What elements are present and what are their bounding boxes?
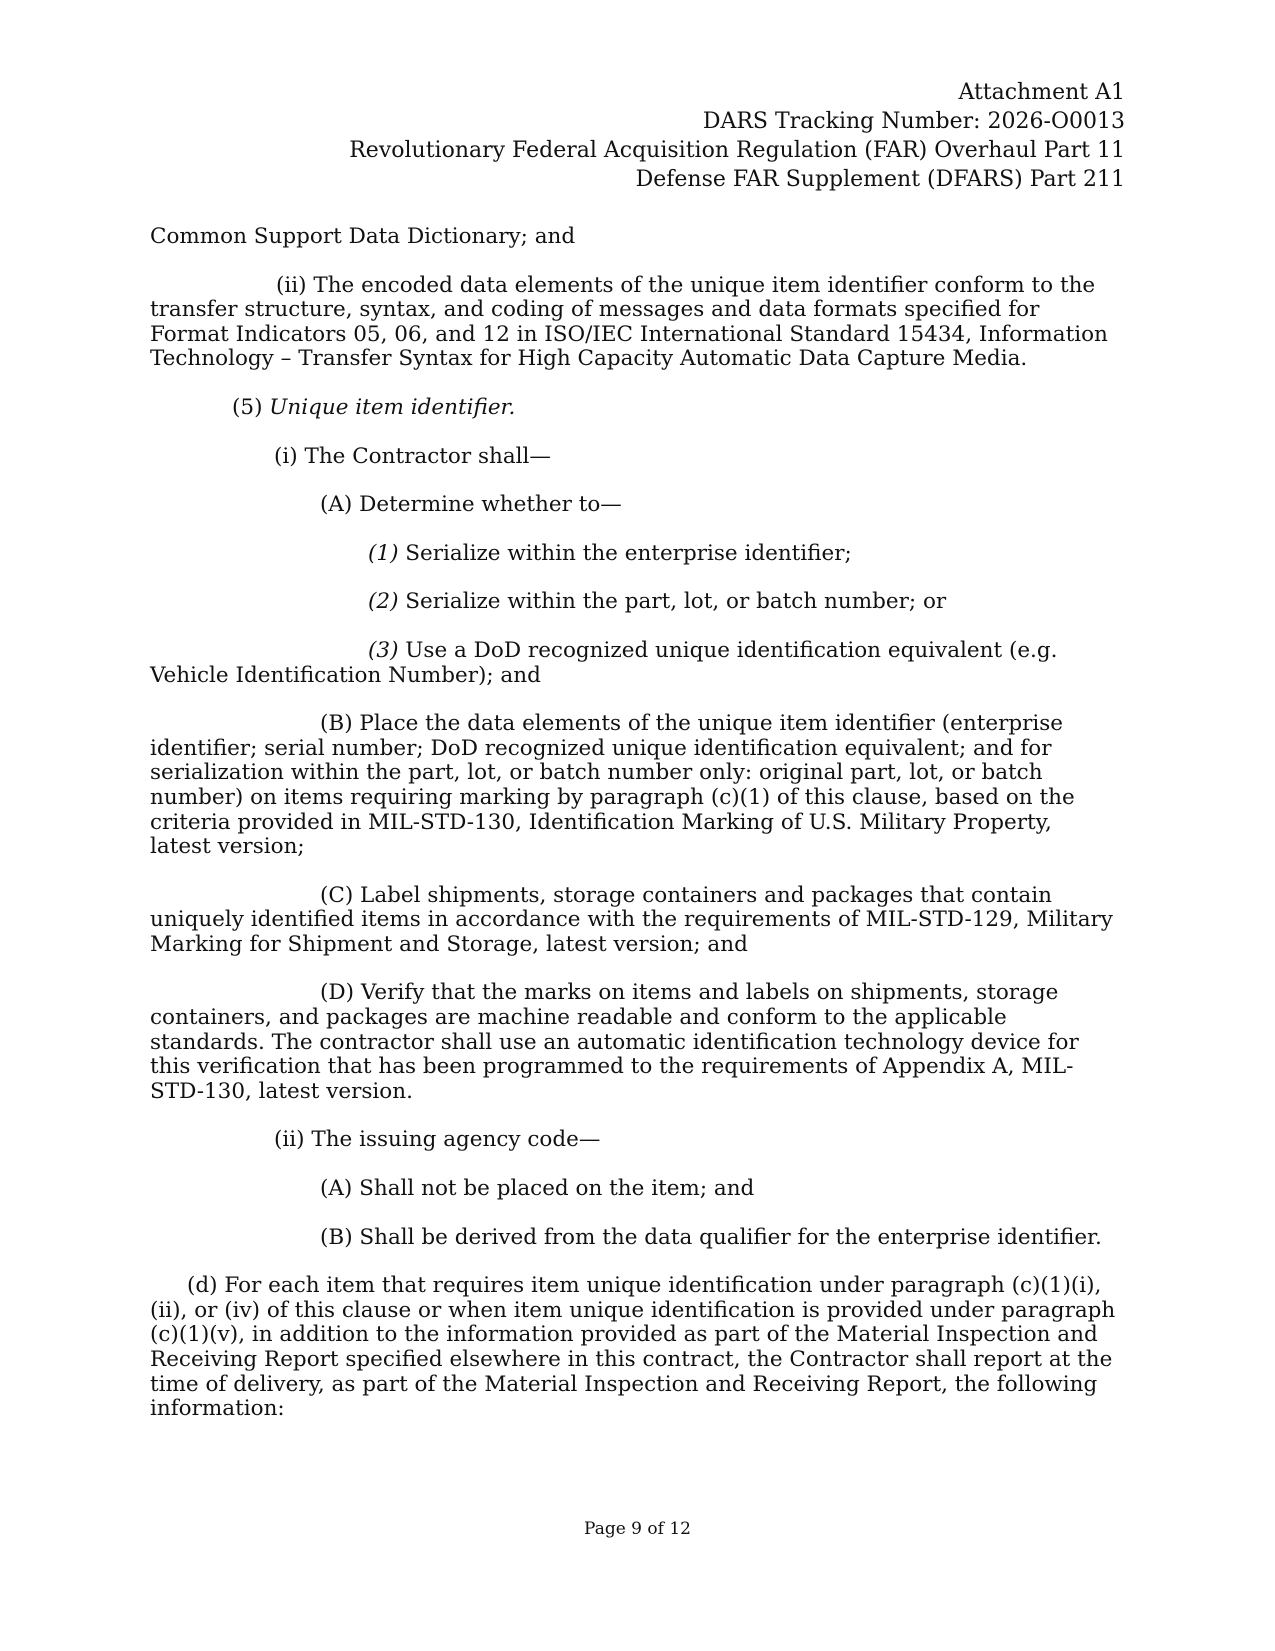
paragraph-c5-i: (i) The Contractor shall— [274, 443, 551, 469]
paragraph-c5-i-C: (C) Label shipments, storage containers and packages that contain uniquely identified items in accordance with the requirements of MIL-STD-129, Military Marking for Shipment and Storage, latest version; and [150, 882, 1113, 957]
paragraph-text: Serialize within the part, lot, or batch number; or [398, 589, 947, 615]
paragraph-c5-i-A-2 [150, 590, 1117, 615]
document-header [349, 78, 1125, 194]
paragraph-c5-heading [150, 396, 1117, 421]
document-body [150, 225, 1117, 1446]
paragraph-number: (1) [368, 540, 399, 566]
paragraph-number: (2) [368, 589, 399, 615]
paragraph-c5-ii-B: (B) Shall be derived from the data qualifier for the enterprise identifier. [320, 1224, 1102, 1250]
paragraph-c5-i-A-3 [150, 639, 1117, 688]
header-attachment: Attachment A1 [958, 80, 1125, 105]
paragraph-c4-ii: (ii) The encoded data elements of the unique item identifier conform to the transfer structure, syntax, and coding of messages and data formats specified for Format Indicators 05, 06, and 12 in ISO/IEC International Standard 15434, Information Technology – Transfer Syntax for High Capacity Automatic Data Capture Media. [150, 272, 1108, 372]
paragraph-d: (d) For each item that requires item unique identification under paragraph (c)(1)(i), (ii), or (iv) of this clause or when item unique identification is provided under paragraph (c)(1)(v), in addition to the information provided as part of the Material Inspection and Receiving Report specified elsewhere in this contract, the Contractor shall report at the time of delivery, as part of the Material Inspection and Receiving Report, the following information: [150, 1273, 1116, 1422]
paragraph-text: Use a DoD recognized unique identification equivalent (e.g. Vehicle Identification Number); and [150, 637, 1058, 688]
header-far-part: Revolutionary Federal Acquisition Regulation (FAR) Overhaul Part 11 [349, 138, 1125, 163]
header-dfars-part: Defense FAR Supplement (DFARS) Part 211 [635, 167, 1125, 192]
paragraph-number: (3) [368, 637, 399, 663]
paragraph-number: (5) [232, 394, 270, 420]
paragraph-c5-i-A-1 [150, 542, 1117, 567]
paragraph-c5-i-D: (D) Verify that the marks on items and labels on shipments, storage containers, and packages are machine readable and conform to the applicable standards. The contractor shall use an automatic identification technology device for this verification that has been programmed to the requirements of Appendix A, MIL-STD-130, latest version. [150, 980, 1079, 1104]
paragraph-c5-ii: (ii) The issuing agency code— [274, 1127, 601, 1153]
paragraph-c5-i-B: (B) Place the data elements of the unique item identifier (enterprise identifier; serial number; DoD recognized unique identification equivalent; and for serialization within the part, lot, or batch number only: original part, lot, or batch number) on items requiring marking by paragraph (c)(1) of this clause, based on the criteria provided in MIL-STD-130, Identification Marking of U.S. Military Property, latest version; [150, 711, 1075, 860]
paragraph-c5-ii-A: (A) Shall not be placed on the item; and [320, 1176, 755, 1202]
paragraph-text: Serialize within the enterprise identifier; [398, 540, 852, 566]
paragraph-heading-italic: Unique item identifier. [269, 394, 516, 420]
page-number: Page 9 of 12 [584, 1519, 691, 1539]
paragraph-continuation: Common Support Data Dictionary; and [150, 224, 576, 249]
header-tracking-number: DARS Tracking Number: 2026-O0013 [702, 109, 1125, 134]
paragraph-c5-i-A: (A) Determine whether to— [320, 492, 622, 518]
